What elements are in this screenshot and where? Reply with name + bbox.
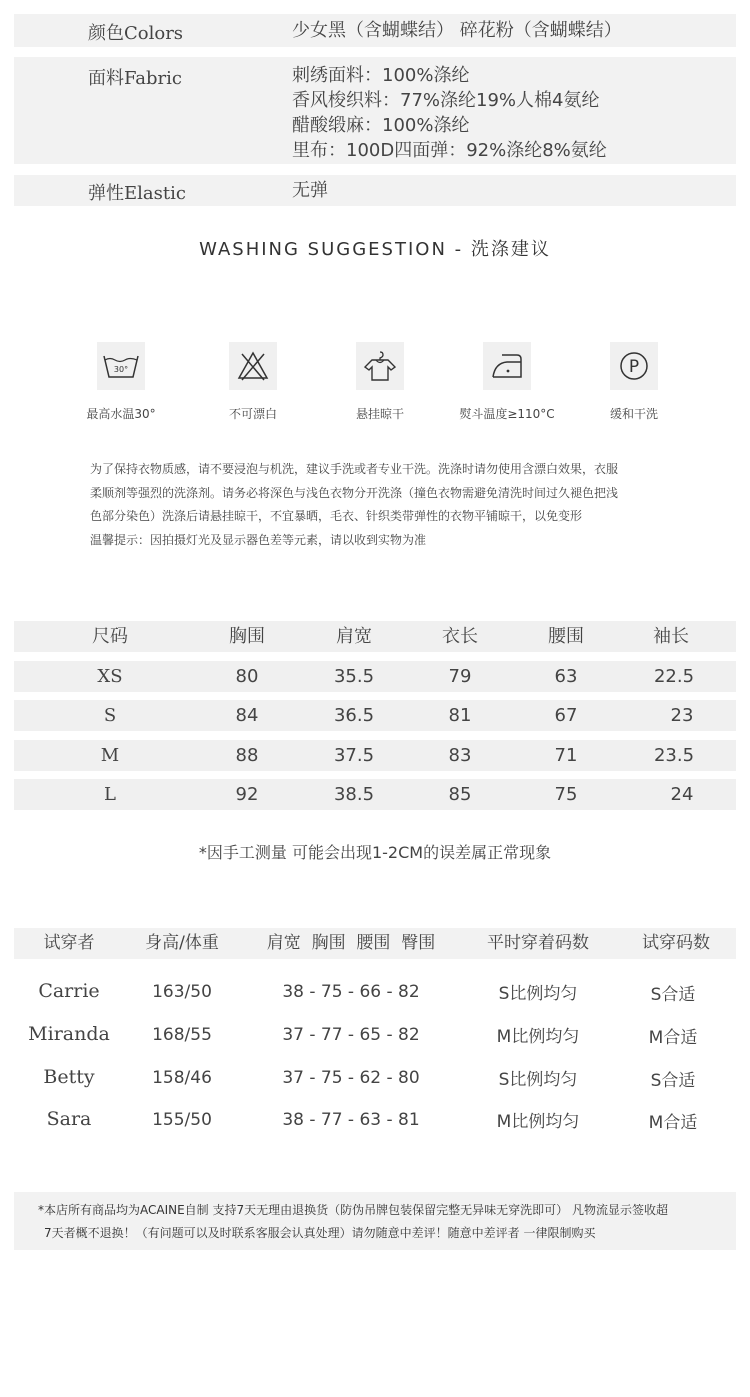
fabric-label: 面料Fabric <box>88 68 182 89</box>
colors-value: 少女黑（含蝴蝶结） 碎花粉（含蝴蝶结） <box>292 20 622 41</box>
size-cell: 84 <box>235 705 259 726</box>
iron-icon <box>483 342 531 390</box>
table-row <box>14 661 736 692</box>
store-policy <box>14 1192 736 1250</box>
tryon-cell: S比例均匀 <box>498 1070 578 1090</box>
size-cell: 22.5 <box>653 666 695 687</box>
tryon-cell: 168/55 <box>152 1025 212 1045</box>
tryon-cell: 158/46 <box>152 1068 212 1088</box>
size-cell: 92 <box>235 784 259 805</box>
washing-title: WASHING SUGGESTION - 洗涤建议 <box>199 239 551 260</box>
bleach-caption: 不可漂白 <box>228 407 277 421</box>
size-cell: 35.5 <box>333 666 375 687</box>
fabric-line: 香风梭织料：77%涤纶19%人棉4氨纶 <box>292 90 600 111</box>
size-cell: 85 <box>448 784 472 805</box>
wash-caption: 最高水温30° <box>86 407 156 421</box>
table-row <box>14 700 736 731</box>
elastic-row <box>14 175 736 206</box>
tryon-cell: 38 - 75 - 66 - 82 <box>282 982 420 1002</box>
size-cell: 80 <box>235 666 259 687</box>
tryon-header-cell: 试穿者 <box>43 933 95 953</box>
size-cell: 23 <box>670 705 694 726</box>
tryon-cell: 37 - 77 - 65 - 82 <box>282 1025 420 1045</box>
tryon-cell: 38 - 77 - 63 - 81 <box>282 1110 420 1130</box>
iron-item <box>437 342 577 422</box>
policy-line: *本店所有商品均为ACAINE自制 支持7天无理由退换货（防伪吊牌包装保留完整无异味无穿洗即可） 凡物流显示签收超 <box>38 1203 668 1217</box>
size-cell: 88 <box>235 745 259 766</box>
dryclean-item <box>564 342 704 422</box>
size-cell: 38.5 <box>333 784 375 805</box>
tryon-header-cell: 身高/体重 <box>145 933 219 953</box>
tryon-name: Miranda <box>28 1023 110 1045</box>
tryon-name: Betty <box>43 1066 95 1088</box>
size-cell: M <box>100 745 120 766</box>
size-header: 胸围 <box>229 626 265 647</box>
fabric-lines <box>292 63 607 163</box>
fabric-row <box>14 57 736 164</box>
tryon-cell: S合适 <box>650 985 696 1005</box>
iron-caption: 熨斗温度≥110°C <box>459 407 555 421</box>
fabric-line: 刺绣面料：100%涤纶 <box>292 65 470 86</box>
size-header: 袖长 <box>653 626 689 647</box>
tryon-header-cell: 平时穿着码数 <box>487 933 589 953</box>
size-cell: 79 <box>448 666 472 687</box>
size-header: 尺码 <box>92 626 128 647</box>
hang-caption: 悬挂晾干 <box>355 407 404 421</box>
wash-temp-text: 30° <box>113 365 129 374</box>
policy-line: 7天者概不退换！（有问题可以及时联系客服会认真处理）请勿随意中差评！随意中差评者 一律限制购买 <box>44 1226 596 1240</box>
measurement-note: *因手工测量 可能会出现1-2CM的误差属正常现象 <box>198 843 552 862</box>
paragraph-line: 柔顺剂等强烈的洗涤剂。请务必将深色与浅色衣物分开洗涤（撞色衣物需避免清洗时间过久褪色把浅 <box>90 485 619 500</box>
dry-clean-icon <box>610 342 658 390</box>
tryon-cell: M合适 <box>648 1113 698 1133</box>
paragraph-line: 色部分染色）洗涤后请悬挂晾干，不宜暴晒，毛衣、针织类带弹性的衣物平铺晾干，以免变形 <box>90 509 583 523</box>
size-cell: 67 <box>554 705 578 726</box>
size-cell: S <box>103 705 117 726</box>
size-header: 衣长 <box>442 626 478 647</box>
size-cell: 23.5 <box>653 745 695 766</box>
size-cell: 36.5 <box>333 705 375 726</box>
size-cell: L <box>104 784 116 805</box>
tryon-cell: S比例均匀 <box>498 984 578 1004</box>
elastic-label: 弹性Elastic <box>88 183 186 204</box>
size-cell: 75 <box>554 784 578 805</box>
fabric-line: 醋酸缎麻：100%涤纶 <box>292 115 470 136</box>
hang-item <box>310 342 450 422</box>
tryon-cell: 163/50 <box>152 982 212 1002</box>
tryon-cell: 155/50 <box>152 1110 212 1130</box>
tryon-cell: 37 - 75 - 62 - 80 <box>282 1068 420 1088</box>
paragraph-line: 为了保持衣物质感，请不要浸泡与机洗，建议手洗或者专业干洗。洗涤时请勿使用含漂白效果，衣服 <box>90 462 619 476</box>
no-bleach-icon <box>229 342 277 390</box>
size-cell: 71 <box>554 745 578 766</box>
tryon-header-cell: 肩宽 胸围 腰围 臀围 <box>266 933 436 953</box>
wash-item <box>51 342 191 422</box>
size-cell: 81 <box>448 705 472 726</box>
table-row <box>14 740 736 771</box>
size-table-header <box>14 621 736 652</box>
paragraph-line: 温馨提示：因拍摄灯光及显示器色差等元素，请以收到实物为准 <box>90 532 427 547</box>
size-cell: XS <box>97 666 123 687</box>
tryon-name: Sara <box>46 1108 92 1130</box>
size-cell: 63 <box>554 666 578 687</box>
washing-paragraph <box>90 458 670 552</box>
tryon-name: Carrie <box>38 980 100 1002</box>
size-cell: 37.5 <box>333 745 375 766</box>
size-header: 腰围 <box>548 626 584 647</box>
size-header: 肩宽 <box>336 626 372 647</box>
tryon-header <box>14 928 736 959</box>
table-row <box>14 779 736 810</box>
fabric-line: 里布：100D四面弹：92%涤纶8%氨纶 <box>292 140 607 161</box>
tryon-cell: M比例均匀 <box>496 1027 580 1047</box>
bleach-item <box>183 342 323 422</box>
size-cell: 24 <box>670 784 694 805</box>
tryon-cell: M合适 <box>648 1028 698 1048</box>
tryon-cell: S合适 <box>650 1071 696 1091</box>
dry-clean-letter: P <box>628 357 640 377</box>
colors-row <box>14 14 736 47</box>
wash-30-icon <box>97 342 145 390</box>
tryon-cell: M比例均匀 <box>496 1112 580 1132</box>
colors-label: 颜色Colors <box>88 23 184 44</box>
elastic-value: 无弹 <box>292 180 328 201</box>
tryon-header-cell: 试穿码数 <box>642 933 710 953</box>
hang-dry-icon <box>356 342 404 390</box>
size-cell: 83 <box>448 745 472 766</box>
dryclean-caption: 缓和干洗 <box>609 407 658 421</box>
